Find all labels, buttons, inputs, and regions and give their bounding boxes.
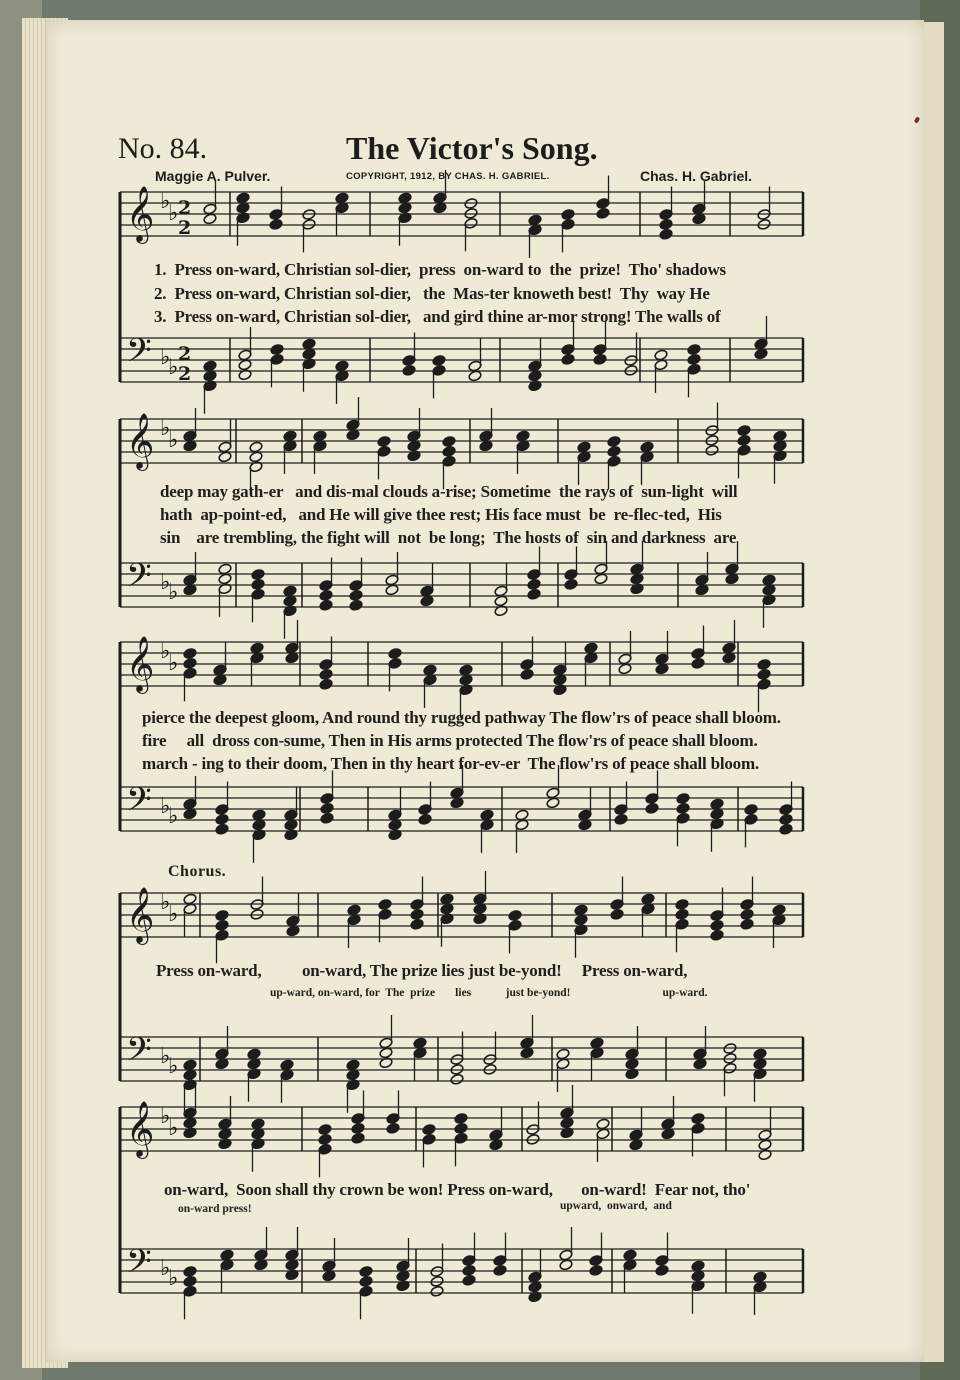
note-head [313,430,327,442]
key-signature-flat-icon: ♭ [160,794,171,819]
note-head [183,1275,197,1287]
chorus-bass-words-line2b: upward, onward, and [560,1200,672,1212]
key-signature-flat-icon: ♭ [168,355,179,380]
note-head [675,908,689,920]
bass-clef-icon: 𝄢 [126,781,152,827]
lyric-s1-verse2: 2. Press on-ward, Christian sol-dier, the Mas-ter knoweth best! Thy way He [154,284,710,303]
note-head [183,893,197,905]
note-head [286,925,300,937]
note-head [430,1285,444,1297]
note-head [655,663,669,675]
key-signature-flat-icon: ♭ [160,570,171,595]
note-head [351,1132,365,1144]
bass-clef-icon: 𝄢 [126,1243,152,1289]
note-head [359,1266,373,1278]
note-head [351,1122,365,1134]
bass-clef-icon: 𝄢 [126,1031,152,1077]
composer: Chas. H. Gabriel. [640,168,753,184]
note-head [379,1047,393,1059]
note-head [560,1117,574,1129]
chorus-lyric-line2: on-ward, Soon shall thy crown be won! Press on-ward, on-ward! Fear not, tho' [164,1180,751,1199]
note-head [479,440,493,452]
note-head [754,348,768,360]
note-head [473,903,487,915]
note-head [183,1117,197,1129]
note-head [561,209,575,221]
note-head [528,214,542,226]
note-head [433,202,447,214]
note-head [528,1281,542,1293]
note-head [284,819,298,831]
hymn-number: No. 84. [118,132,208,165]
note-head [737,434,751,446]
note-head [349,599,363,611]
note-head [302,348,316,360]
note-head [213,674,227,686]
note-head [687,353,701,365]
note-head [442,436,456,448]
note-head [594,573,608,585]
note-head [247,1048,261,1060]
note-head [347,904,361,916]
copyright-notice: COPYRIGHT, 1912, BY CHAS. H. GABRIEL. [346,171,550,182]
key-signature-flat-icon: ♭ [160,1044,171,1069]
note-head [450,1073,464,1085]
note-head [556,1048,570,1060]
note-head [641,893,655,905]
note-head [659,218,673,230]
key-signature-flat-icon: ♭ [160,416,171,441]
treble-clef-icon: 𝄞 [126,636,155,692]
key-signature-flat-icon: ♭ [168,201,179,226]
note-head [607,445,621,457]
note-head [675,899,689,911]
note-head [710,929,724,941]
note-head [320,812,334,824]
note-head [629,1139,643,1151]
note-head [691,1260,705,1272]
note-head [249,441,263,453]
note-head [335,360,349,372]
key-signature-flat-icon: ♭ [168,651,179,676]
chorus-lyric-line1: Press on-ward, on-ward, The prize lies just be-yond! Press on-ward, [156,961,688,980]
note-head [618,663,632,675]
bass-clef-icon: 𝄢 [126,557,152,603]
note-head [676,793,690,805]
note-head [493,1264,507,1276]
note-head [319,668,333,680]
note-head [740,908,754,920]
note-head [283,430,297,442]
note-head [753,1271,767,1283]
key-signature-flat-icon: ♭ [168,580,179,605]
note-head [762,574,776,586]
note-head [236,202,250,214]
note-head [269,218,283,230]
note-head [607,436,621,448]
note-head [596,207,610,219]
note-head [559,1259,573,1271]
key-signature-flat-icon: ♭ [168,902,179,927]
note-head [302,338,316,350]
note-head [527,578,541,590]
note-head [773,440,787,452]
note-head [407,440,421,452]
note-head [758,1139,772,1151]
note-head [423,664,437,676]
lyric-s1-verse3: 3. Press on-ward, Christian sol-dier, and gird thine ar-mor strong! The walls of [154,307,721,326]
time-signature-bottom: 2 [178,217,192,239]
note-head [710,808,724,820]
note-head [661,1128,675,1140]
note-head [320,802,334,814]
note-head [528,370,542,382]
note-head [462,1264,476,1276]
note-head [183,440,197,452]
note-head [553,674,567,686]
note-head [418,813,432,825]
key-signature-flat-icon: ♭ [168,1266,179,1291]
note-head [710,919,724,931]
note-head [251,569,265,581]
key-signature-flat-icon: ♭ [160,639,171,664]
note-head [577,441,591,453]
note-head [252,809,266,821]
note-head [772,904,786,916]
note-head [630,573,644,585]
note-head [183,657,197,669]
note-head [346,1069,360,1081]
note-head [346,429,360,441]
note-head [757,668,771,680]
note-head [561,353,575,365]
note-head [691,1113,705,1125]
note-head [655,1264,669,1276]
note-head [220,1249,234,1261]
note-head [218,451,232,463]
note-head [515,809,529,821]
note-head [676,802,690,814]
note-head [623,1249,637,1261]
note-head [218,563,232,575]
note-head [722,652,736,664]
hymn-title: The Victor's Song. [346,130,598,166]
note-head [413,1037,427,1049]
note-head [740,918,754,930]
note-head [318,1133,332,1145]
chorus-bass-words-line1: up-ward, on-ward, for The prize lies just be-yond! up-ward. [270,987,708,999]
note-head [527,588,541,600]
note-head [596,1118,610,1130]
note-head [349,589,363,601]
note-head [508,910,522,922]
note-head [270,344,284,356]
note-head [564,578,578,590]
note-head [252,819,266,831]
key-signature-flat-icon: ♭ [160,1256,171,1281]
note-head [614,813,628,825]
note-head [346,1059,360,1071]
note-head [318,1124,332,1136]
note-head [388,819,402,831]
chorus-label: Chorus. [168,863,227,880]
note-head [203,370,217,382]
time-signature-bottom: 2 [178,363,192,385]
note-head [757,659,771,671]
note-head [468,370,482,382]
lyric-s3-verse2: fire all dross con-sume, Then in His arms protected The flow'rs of peace shall bloom. [142,731,758,750]
note-head [520,668,534,680]
note-head [762,584,776,596]
note-head [283,595,297,607]
note-head [640,441,654,453]
note-head [319,678,333,690]
note-head [645,802,659,814]
note-head [442,445,456,457]
note-head [236,192,250,204]
note-head [590,1037,604,1049]
key-signature-flat-icon: ♭ [160,189,171,214]
note-head [250,642,264,654]
note-head [285,652,299,664]
note-head [410,918,424,930]
note-head [218,1128,232,1140]
note-head [251,1128,265,1140]
treble-clef-icon: 𝄞 [126,186,155,242]
note-head [254,1259,268,1271]
note-head [574,904,588,916]
note-head [203,213,217,225]
note-head [398,202,412,214]
note-head [410,908,424,920]
key-signature-flat-icon: ♭ [168,1054,179,1079]
note-head [578,819,592,831]
note-head [516,430,530,442]
note-head [251,578,265,590]
note-head [183,1266,197,1278]
note-head [319,589,333,601]
key-signature-flat-icon: ♭ [160,890,171,915]
note-head [432,355,446,367]
note-head [218,573,232,585]
note-head [625,1058,639,1070]
note-head [335,192,349,204]
note-head [459,664,473,676]
note-head [725,573,739,585]
lyricist: Maggie A. Pulver. [155,168,271,184]
note-head [396,1270,410,1282]
note-head [520,1047,534,1059]
note-head [378,899,392,911]
key-signature-flat-icon: ♭ [160,1104,171,1129]
note-head [402,364,416,376]
chorus-bass-words-line2a: on-ward press! [178,1203,252,1215]
key-signature-flat-icon: ♭ [168,804,179,829]
note-head [215,919,229,931]
note-head [422,1124,436,1136]
note-head [359,1275,373,1287]
note-head [454,1122,468,1134]
note-head [489,1139,503,1151]
note-head [238,359,252,371]
note-head [753,1058,767,1070]
note-head [285,1259,299,1271]
note-head [753,1048,767,1060]
lyric-s2-verse2: hath ap-point-ed, and He will give thee rest; His face must be re-flec-ted, His [160,505,722,524]
note-head [183,648,197,660]
note-head [377,436,391,448]
note-head [654,349,668,361]
note-head [183,808,197,820]
lyric-s3-verse1: pierce the deepest gloom, And round thy rugged pathway The flow'rs of peace shall bloom. [142,708,781,727]
note-head [779,823,793,835]
lyric-s2-verse3: sin are trembling, the fight will not be long; The hosts of sin and darkness are [160,528,737,547]
note-head [215,910,229,922]
note-head [385,584,399,596]
note-head [584,642,598,654]
note-head [710,798,724,810]
time-signature-top: 2 [178,197,192,219]
note-head [589,1264,603,1276]
note-head [610,908,624,920]
note-head [386,1122,400,1134]
note-head [454,1113,468,1125]
key-signature-flat-icon: ♭ [168,428,179,453]
note-head [283,585,297,597]
note-head [215,813,229,825]
lyric-s1-verse1: 1. Press on-ward, Christian sol-dier, press on-ward to the prize! Tho' shadows [154,260,726,279]
note-head [215,1058,229,1070]
note-head [420,595,434,607]
note-head [183,584,197,596]
note-head [203,360,217,372]
note-head [183,1069,197,1081]
note-head [773,430,787,442]
key-signature-flat-icon: ♭ [168,1116,179,1141]
note-head [462,1274,476,1286]
note-head [737,425,751,437]
note-head [779,813,793,825]
note-head [249,451,263,463]
note-head [705,444,719,456]
treble-clef-icon: 𝄞 [126,1101,155,1157]
note-head [693,1058,707,1070]
note-head [546,797,560,809]
note-head [574,914,588,926]
note-head [322,1270,336,1282]
key-signature-flat-icon: ♭ [160,345,171,370]
note-head [440,893,454,905]
lyric-s3-verse3: march - ing to their doom, Then in thy heart for-ev-er The flow'rs of peace shall bloom. [142,754,759,773]
note-head [183,1059,197,1071]
note-head [659,228,673,240]
note-head [691,1270,705,1282]
note-head [687,344,701,356]
note-head [691,657,705,669]
note-head [280,1059,294,1071]
note-head [459,674,473,686]
bass-clef-icon: 𝄢 [126,332,152,378]
note-head [247,1058,261,1070]
note-head [692,213,706,225]
note-head [440,903,454,915]
note-head [450,797,464,809]
note-head [215,823,229,835]
time-signature-top: 2 [178,343,192,365]
note-head [388,648,402,660]
note-head [695,584,709,596]
note-head [398,192,412,204]
note-head [593,353,607,365]
note-head [744,804,758,816]
treble-clef-icon: 𝄞 [126,413,155,469]
lyric-s2-verse1: deep may gath-er and dis-mal clouds a-rise; Sometime the rays of sun-light will [160,482,738,501]
note-head [480,809,494,821]
note-head [494,595,508,607]
note-head [251,1118,265,1130]
note-head [319,599,333,611]
treble-clef-icon: 𝄞 [126,887,155,943]
